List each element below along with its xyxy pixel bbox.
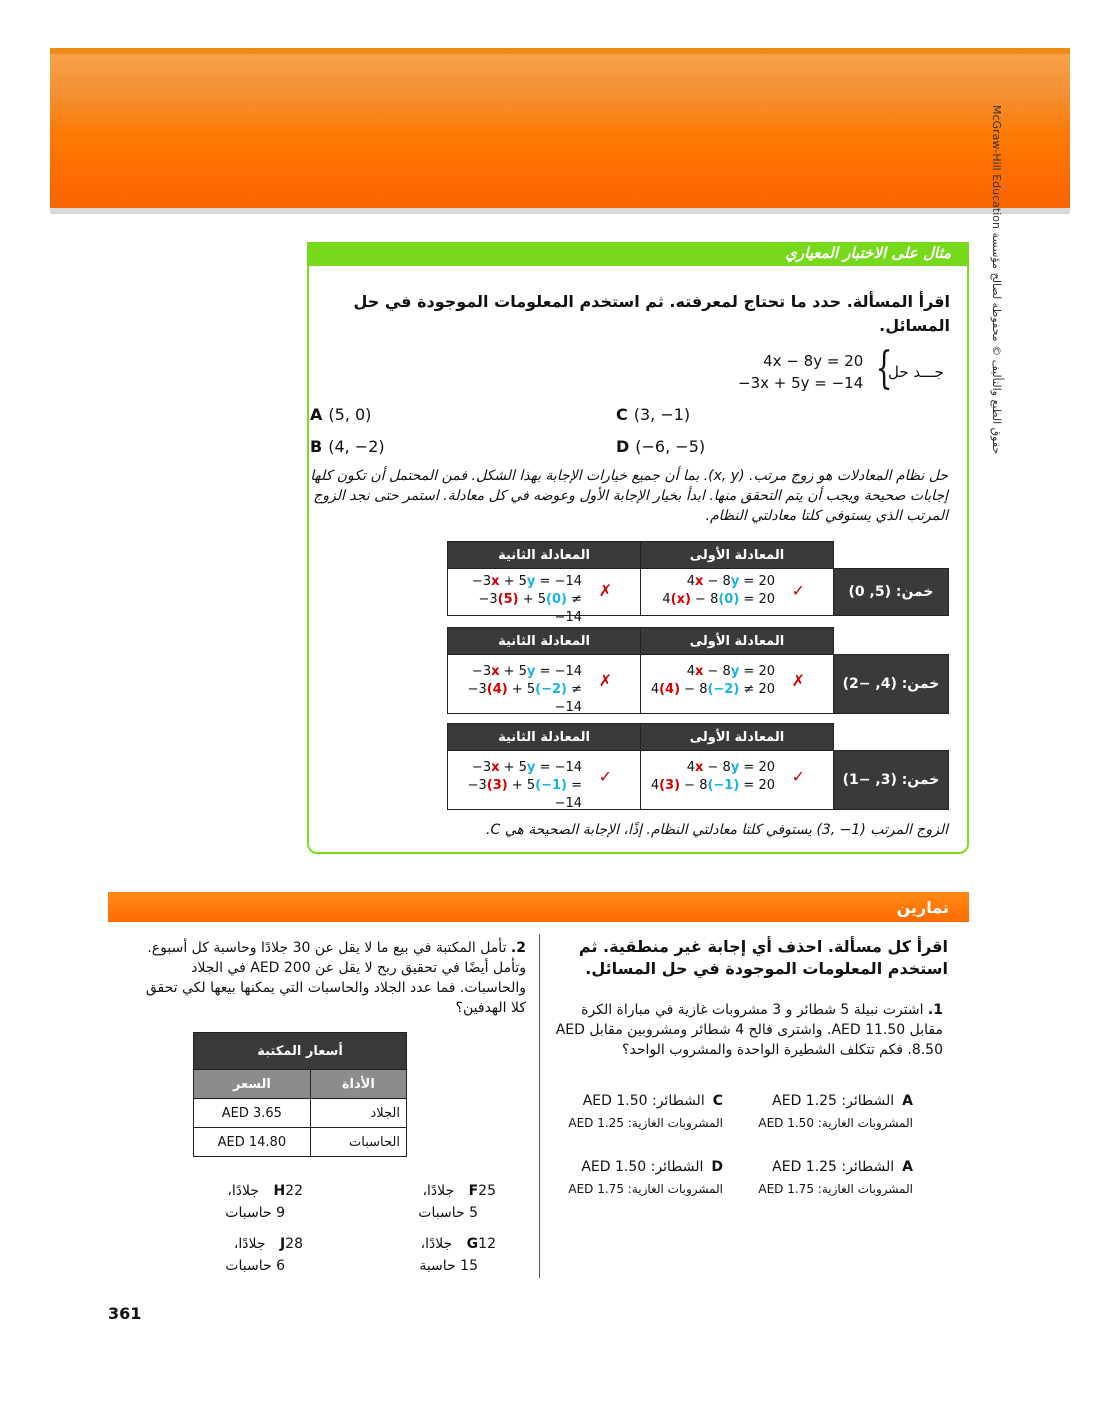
option-b: B (4, −2) [310,437,385,456]
option-d: D (−6, −5) [616,437,706,456]
solve-label: جـــد حل [888,363,944,381]
price-table-title: أسعار المكتبة [194,1033,407,1070]
col-price: السعر [194,1070,311,1099]
explanation: حل نظام المعادلات هو زوج مرتب. (x, y). بما أن جميع خيارات الإجابة بهذا الشكل. فمن المحتمل أن تكون كلها إجابات صحيحة ويجب أن يتم التحقق منها. ابدأ بخيار الإجابة الأول وعوضه في كل معادلة. استمر حتى نجد الزوج المرتب الذي يستوفي كلتا معادلتي النظام. [310,468,948,524]
p2-answer-j: J28 جلادًا، 6 حاسبات [225,1236,303,1274]
exercise-instructions: اقرأ كل مسألة. احذف أي إجابة غير منطقية. ثم استخدم المعلومات الموجودة في حل المسائل. [578,937,948,978]
problem-number: 2. [510,940,526,956]
example-header: مثال على الاختبار المعياري [785,244,951,262]
header-band [50,48,1070,212]
conclusion: الزوج المرتب (1− ,3) يستوفي كلتا معادلتي النظام. إذًا، الإجابة الصحيحة هي C. [486,822,948,838]
cross-icon: ✗ [598,581,612,600]
equation-2: −3x + 5y = −14 [738,374,864,392]
guess-table-2 [447,627,949,714]
check-icon: ✓ [598,767,612,786]
system-equations [738,350,863,394]
exercises-header-bar [108,892,969,922]
col-second: المعادلة الثانية [448,542,641,569]
problem-2 [144,938,526,1018]
equation-1: 4x − 8y = 20 [763,352,864,370]
p1-answer-a: Aالشطائر: AED 1.25 المشروبات الغازية: AED 1.50 [758,1093,913,1130]
col-second: المعادلة الثانية [448,724,641,751]
option-a: A (5, 0) [310,405,372,424]
guess-table-1 [447,541,949,625]
p1-answer-c: Cالشطائر: AED 1.50 المشروبات الغازية: AED 1.25 [568,1093,723,1130]
copyright-side [975,105,1015,525]
check-icon: ✓ [791,581,805,600]
example-question: اقرأ المسألة. حدد ما تحتاج لمعرفته. ثم استخدم المعلومات الموجودة في حل المسائل. [353,292,950,335]
second-eq-cell: −3x + 5y = −14 −3(5) + 5(0) ≠ −14 ✗ [448,569,641,616]
price-table [193,1032,407,1157]
second-eq-cell: −3x + 5y = −14 −3(3) + 5(−1) = −14 ✓ [448,751,641,810]
p2-answer-h: H22 جلادًا، 9 حاسبات [225,1183,303,1221]
page-number: 361 [108,1304,142,1323]
copyright-text: حقوق الطبع والتأليف © محفوظة لصالح مؤسسة McGraw-Hill Education [990,105,1003,455]
table-row: AED 14.80 الحاسبات [194,1128,407,1157]
header-shadow [50,208,1070,214]
col-tool: الأداة [310,1070,406,1099]
column-divider [539,934,540,1278]
first-eq-cell: 4x − 8y = 20 4(4) − 8(−2) ≠ 20 ✗ [641,655,834,714]
col-first: المعادلة الأولى [641,542,834,569]
problem-number: 1. [927,1002,943,1018]
first-eq-cell: 4x − 8y = 20 4(x) − 8(0) = 20 ✓ [641,569,834,616]
option-c: C (3, −1) [616,405,691,424]
p2-answer-g: G12 جلادًا، 15 حاسبة [419,1236,496,1274]
first-eq-cell: 4x − 8y = 20 4(3) − 8(−1) = 20 ✓ [641,751,834,810]
guess-label: خمن: (3, −1) [834,751,949,810]
second-eq-cell: −3x + 5y = −14 −3(4) + 5(−2) ≠ −14 ✗ [448,655,641,714]
guess-table-3 [447,723,949,810]
p2-answer-f: F25 جلادًا، 5 حاسبات [418,1183,496,1221]
cross-icon: ✗ [791,671,805,690]
col-first: المعادلة الأولى [641,724,834,751]
col-first: المعادلة الأولى [641,628,834,655]
problem-text: تأمل المكتبة في بيع ما لا يقل عن 30 جلادًا وحاسبة كل أسبوع. وتأمل أيضًا في تحقيق ربح لا يقل عن AED 200 في الجلاد والحاسبات. فما عدد الجلاد والحاسبات التي يمكنها بيعها لكي تحقق كلا الهدفين؟ [145,940,526,1016]
guess-label: خمن: (5, 0) [834,569,949,616]
brace-icon: { [875,343,893,394]
problem-text: اشترت نبيلة 5 شطائر و 3 مشروبات غازية في مباراة الكرة مقابل AED 11.50. واشترى فالح 4 شطائر ومشروبين مقابل AED 8.50. فكم تتكلف الشطيرة الواحدة والمشروب الواحد؟ [555,1002,943,1058]
p1-answer-d: Dالشطائر: AED 1.50 المشروبات الغازية: AED 1.75 [568,1159,723,1196]
guess-label: خمن: (4, −2) [834,655,949,714]
p1-answer-a2: Aالشطائر: AED 1.25 المشروبات الغازية: AED 1.75 [758,1159,913,1196]
col-second: المعادلة الثانية [448,628,641,655]
example-header-bar [307,242,969,266]
cross-icon: ✗ [598,671,612,690]
problem-1 [553,1000,943,1060]
check-icon: ✓ [791,767,805,786]
table-row: AED 3.65 الجلاد [194,1099,407,1128]
exercises-header: تمارين [896,898,949,917]
